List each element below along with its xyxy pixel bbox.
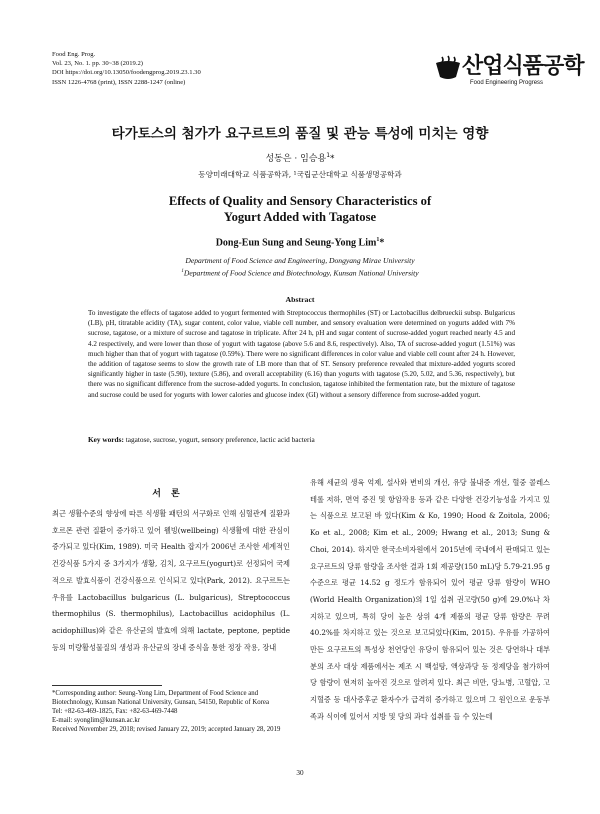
footnote-divider: [52, 685, 162, 686]
keywords: [88, 435, 515, 444]
english-affiliation-1: Department of Food Science and Engineering, Dongyang Mirae University: [185, 256, 415, 265]
english-authors: Dong-Eun Sung and Seung-Yong Lim$^1$*: [215, 237, 385, 249]
logo-subtitle: Food Engineering Progress: [470, 80, 544, 86]
footnote: [52, 689, 290, 734]
body-column-left: 최근 생활수준의 향상에 따른 식생활 패턴의 서구화로 인해 심혈관계 질환과 호르몬 관련 질환이 증가하고 있어 웰빙(wellbeing) 식생활에 대한 관심이 증가되고 있다(Kim, 1989). 미국 Health 잡지가 2006년 조사한 세계적인 건강식품 5가지 중 3가지가 생황, 김치, 요구르트(yogurt)로 선정되어 국제적으로 발효식품이 건강식품으로 인식되고 있다(Park, 2012). 요구르트는 우유를 Lactobacillus bulgaricus (L. bulgaricus), Streptococcus thermophilus (S. thermophilus), Lactobacillus acidophilus (L. acidophillus)와 같은 유산균의 발효에 의해 lactate, peptone, peptide 등의 미량활성물질의 생성과 유산균의 장내 증식을 통한 정장 작용, 장내: [52, 509, 290, 652]
page-number: 30: [296, 769, 304, 777]
journal-volume: Vol. 23, No. 1. pp. 30~38 (2019.2): [52, 60, 143, 68]
logo-text: 산업식품공학: [462, 54, 584, 79]
journal-issn: ISSN 1226-4768 (print), ISSN 2288-1247 (online): [52, 78, 186, 86]
body-column-right: 유해 세균의 생육 억제, 설사와 변비의 개선, 유당 불내증 개선, 혈중 콜레스테롤 저하, 면역 증진 및 항암작용 등과 같은 다양한 건강기능성을 가지고 있는 식품으로 보고된 바 있다(Kim & Ko, 1990; Hood & Zoitola, 2006; Ko et al., 2008; Kim et al., 2009; Hwang et al., 2013; Sung & Choi, 2014). 하지만 한국소비자원에서 2015년에 국내에서 판매되고 있는 요구르트의 당류 함량을 조사한 결과 1회 제공량(150 mL)당 5.79-21.95 g 수준으로 평균 14.52 g 정도가 함유되어 있어 평균 당류 함량이 WHO (World Health Organization)의 1일 섭취 권고량(50 g)에 29.0%나 차지하고 있으며, 특히 당이 높은 상위 4개 제품의 평균 당류 함량은 무려 40.2%를 차지하고 있는 것으로 보고되었다(Kim, 2015). 우유를 가공하여 만든 요구르트의 특성상 천연당인 유당이 함유되어 있는 것은 당연하나 대부분의 조사 대상 제품에서는 제조 시 백설탕, 액상과당 등 정제당을 첨가하여 당 함량이 현저히 높아진 것으로 알려져 있다. 최근 비만, 당뇨병, 고혈압, 고지혈증 등 대사증후군 환자수가 급격히 증가하고 있으며 그 원인으로 운동부족과 식이에 있어서 지방 및 당의 과다 섭취를 들 수 있는데: [310, 478, 550, 721]
footnote-tel: Tel: +82-63-469-1825, Fax: +82-63-469-7448: [52, 708, 178, 715]
footnote-email: E-mail: syonglim@kunsan.ac.kr: [52, 717, 140, 724]
abstract-text: To investigate the effects of tagatose added to yogurt fermented with Streptococcus thermophiles (ST) or Lactobacillus delbrueckii subsp. Bulgaricus (LB), pH, titratable acidity (TA), sugar content, color value, viable cell number, and sensory evaluation were determined on yogurts added with 7% sucrose, tagatose, or a mixture of sucrose and tagatose in triplicate. After 24 h, pH and sugar content of sucrose-added yogurt reached nearly 4.5 and 4.2 respectively, and were lower than those of yogurt with tagatose (above 5.6 and 8.6, respectively). Also, TA of sucrose-added yogurt (1.51%) was much higher than that of yogurt with tagatose (0.59%). There were no significant differences in color value and viable cell count after 24 h. However, the addition of tagatose seems to slow the growth rate of LB more than that of ST. Sensory preference revealed that mixture-added yogurts scored significantly higher in taste (5.90), texture (5.86), and overall acceptability (6.16) than yogurts with tagatose (5.20, 5.02, and 5.36, respectively), but there was no significant difference from the sucrose-added yogurts. In conclusion, tagatose inhibited the fermentation rate, but the mixture of tagatose and sucrose could be used for yogurts with lower calories and glucose index (GI) without a sensory difference from sucrose-added yogurt.: [88, 309, 515, 399]
korean-authors: 성동은 · 임승용$^1$*: [265, 152, 335, 164]
journal-logo: [432, 49, 584, 89]
korean-affiliation: 동양미래대학교 식품공학과, ¹국립군산대학교 식품생명공학과: [198, 170, 402, 179]
english-title-line2: Yogurt Added with Tagatose: [223, 209, 377, 224]
english-title: [0, 194, 600, 225]
journal-doi: DOI https://doi.org/10.13050/foodengprog.2019.23.1.30: [52, 69, 201, 77]
english-affiliation-2: $^1$Department of Food Science and Biotechnology, Kunsan National University: [181, 268, 419, 278]
logo-bowl-icon: [432, 53, 464, 83]
keywords-list: tagatose, sucrose, yogurt, sensory preference, lactic acid bacteria: [125, 435, 315, 444]
journal-header: [52, 50, 201, 87]
keywords-label: Key words:: [88, 435, 124, 444]
footnote-corresponding: *Corresponding author: Seung-Yong Lim, Department of Food Science and Biotechnology, Kunsan National University, Gunsan, 54150, Republic of Korea: [52, 690, 269, 706]
english-affiliations: [0, 255, 600, 279]
section-heading-introduction: 서론: [152, 489, 190, 499]
footnote-dates: Received November 29, 2018; revised January 22, 2019; accepted January 28, 2019: [52, 726, 281, 733]
abstract-heading: Abstract: [285, 295, 315, 304]
english-title-line1: Effects of Quality and Sensory Characteristics of: [168, 194, 432, 208]
journal-name: Food Eng. Prog.: [52, 51, 96, 58]
korean-title: 타가토스의 첨가가 요구르트의 품질 및 관능 특성에 미치는 영향: [111, 126, 489, 142]
